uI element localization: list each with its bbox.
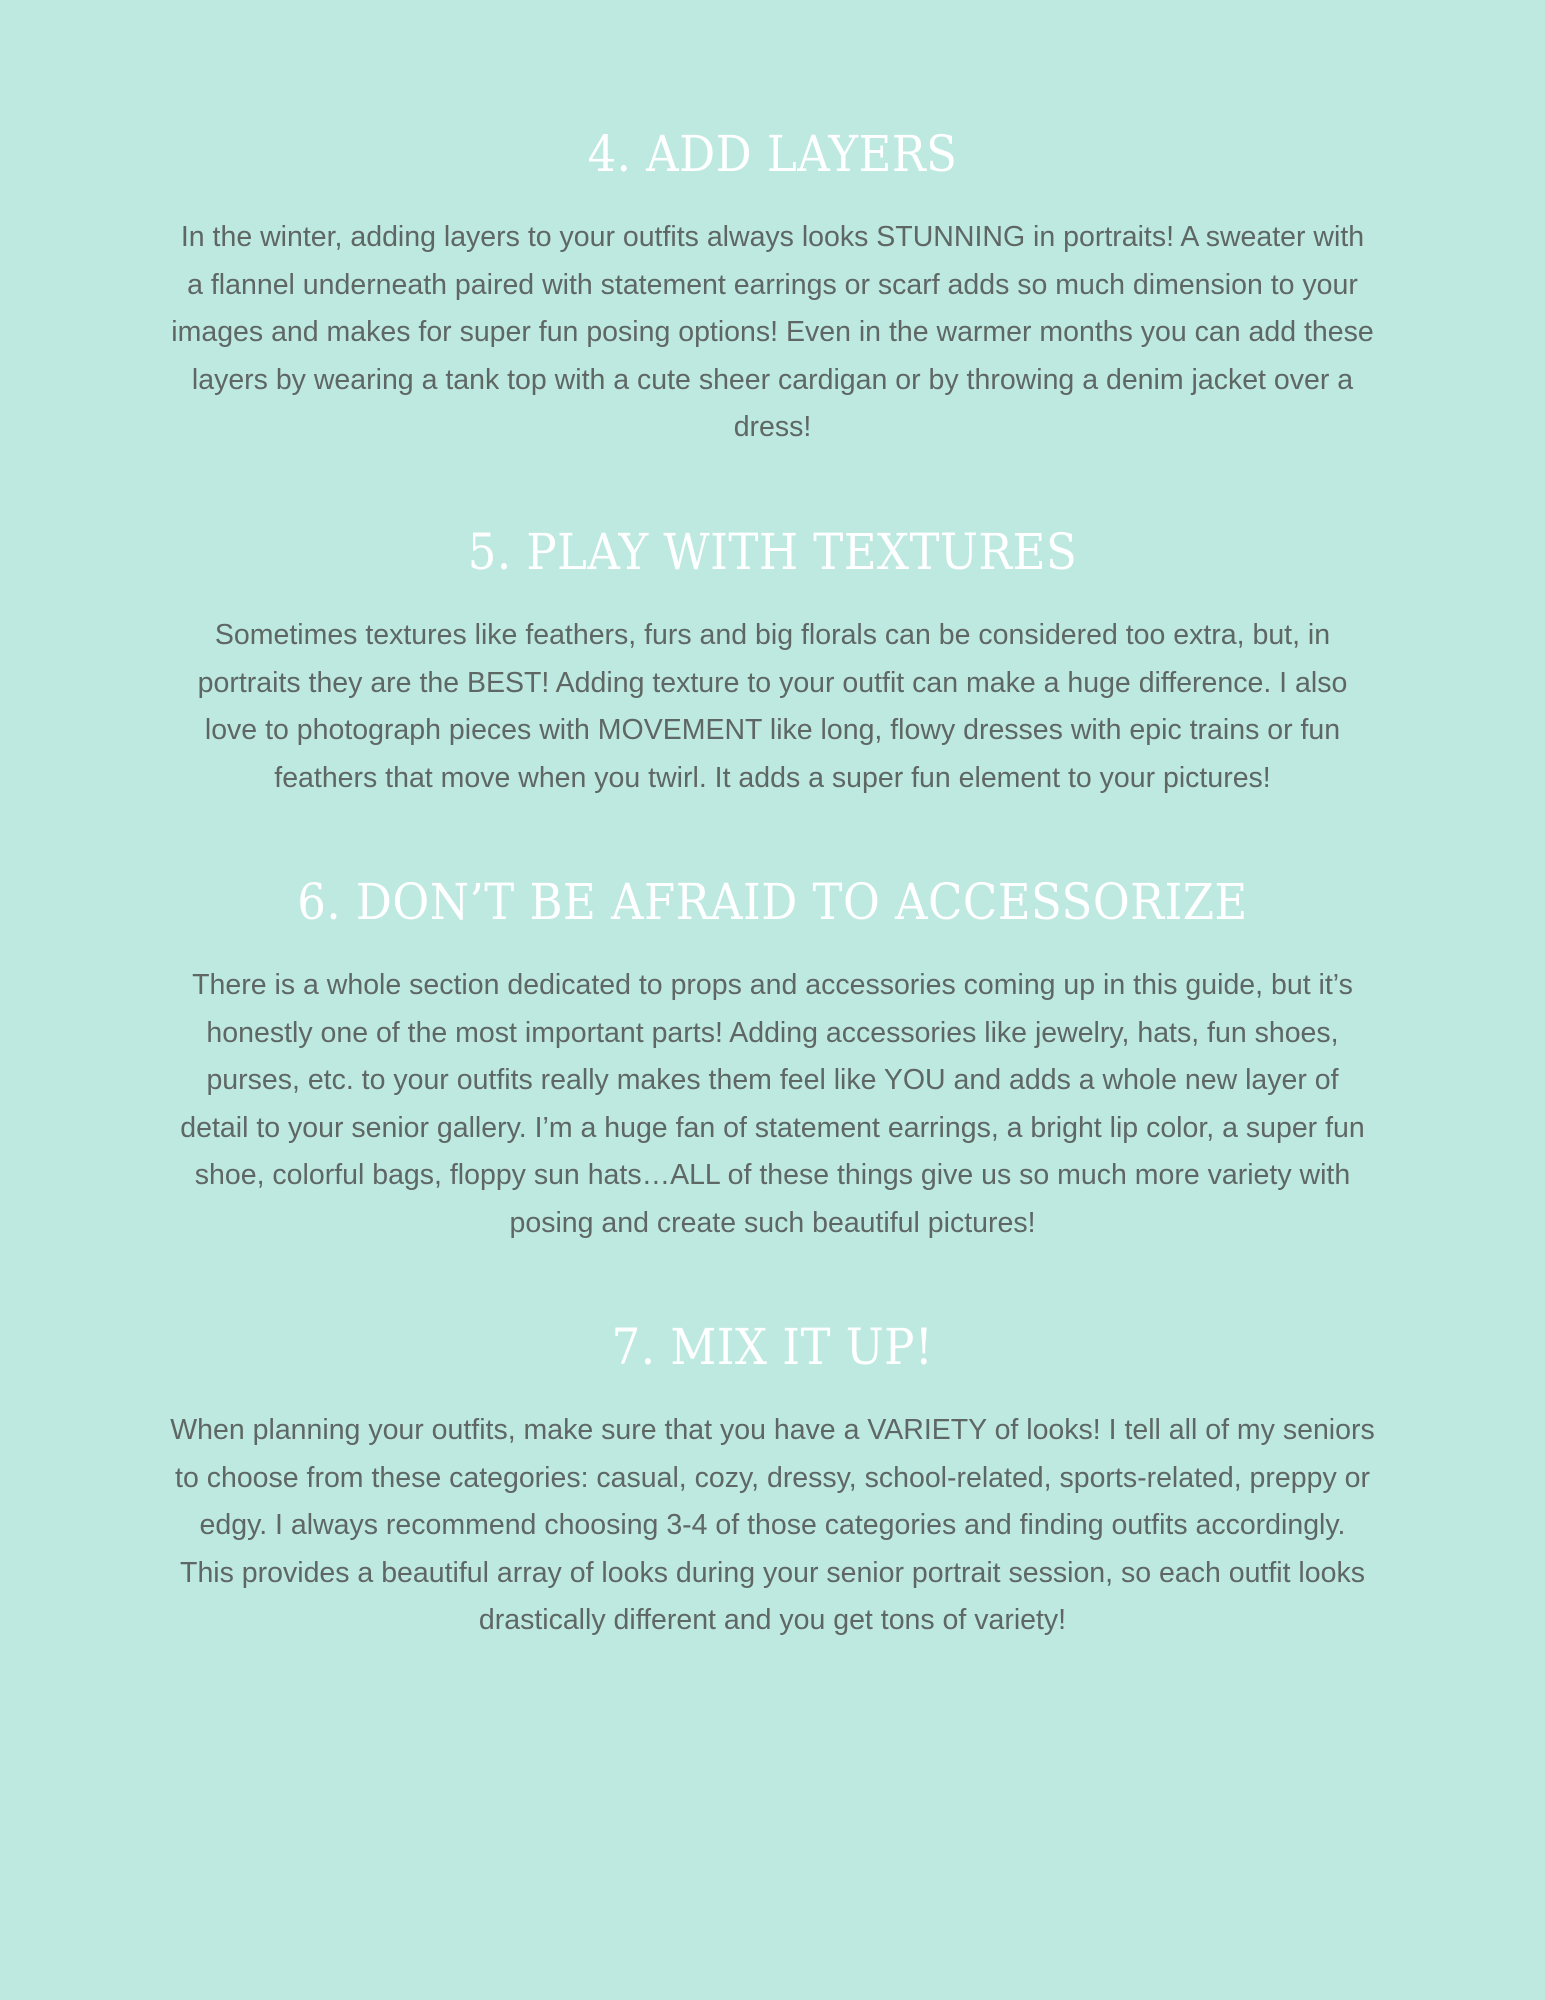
section-heading: 7. MIX IT UP!	[611, 1318, 934, 1376]
section-body: Sometimes textures like feathers, furs and big florals can be considered too extra, but, in portraits they are the BEST! Adding texture to your outfit can make a huge difference. I also love to photograph pieces with MOVEMENT like long, flowy dresses with epic trains or fun feathers that move when you twirl. It adds a super fun element to your pictures!	[197, 619, 1348, 794]
section-heading: 5. PLAY WITH TEXTURES	[467, 523, 1078, 581]
section-play-with-textures	[170, 522, 1375, 802]
section-add-layers	[170, 124, 1375, 452]
section-body: There is a whole section dedicated to props and accessories coming up in this guide, but it’s honestly one of the most important parts! Adding accessories like jewelry, hats, fun shoes, purses, etc. to your outfits really makes them feel like YOU and adds a whole new layer of detail to your senior gallery. I’m a huge fan of statement earrings, a bright lip color, a super fun shoe, colorful bags, floppy sun hats…ALL of these things give us so much more variety with posing and create such beautiful pictures!	[180, 969, 1365, 1239]
section-mix-it-up	[170, 1317, 1375, 1645]
section-accessorize	[170, 872, 1375, 1247]
section-body: In the winter, adding layers to your outfits always looks STUNNING in portraits! A sweater with a flannel underneath paired with statement earrings or scarf adds so much dimension to your images and makes for super fun posing options! Even in the warmer months you can add these layers by wearing a tank top with a cute sheer cardigan or by throwing a denim jacket over a dress!	[171, 221, 1374, 443]
section-body: When planning your outfits, make sure that you have a VARIETY of looks! I tell all of my seniors to choose from these categories: casual, cozy, dressy, school-related, sports-related, preppy or edgy. I always recommend choosing 3-4 of those categories and finding outfits accordingly. This provides a beautiful array of looks during your senior portrait session, so each outfit looks drastically different and you get tons of variety!	[170, 1414, 1375, 1636]
section-heading: 4. ADD LAYERS	[587, 125, 958, 183]
section-heading: 6. DON’T BE AFRAID TO ACCESSORIZE	[297, 873, 1248, 931]
